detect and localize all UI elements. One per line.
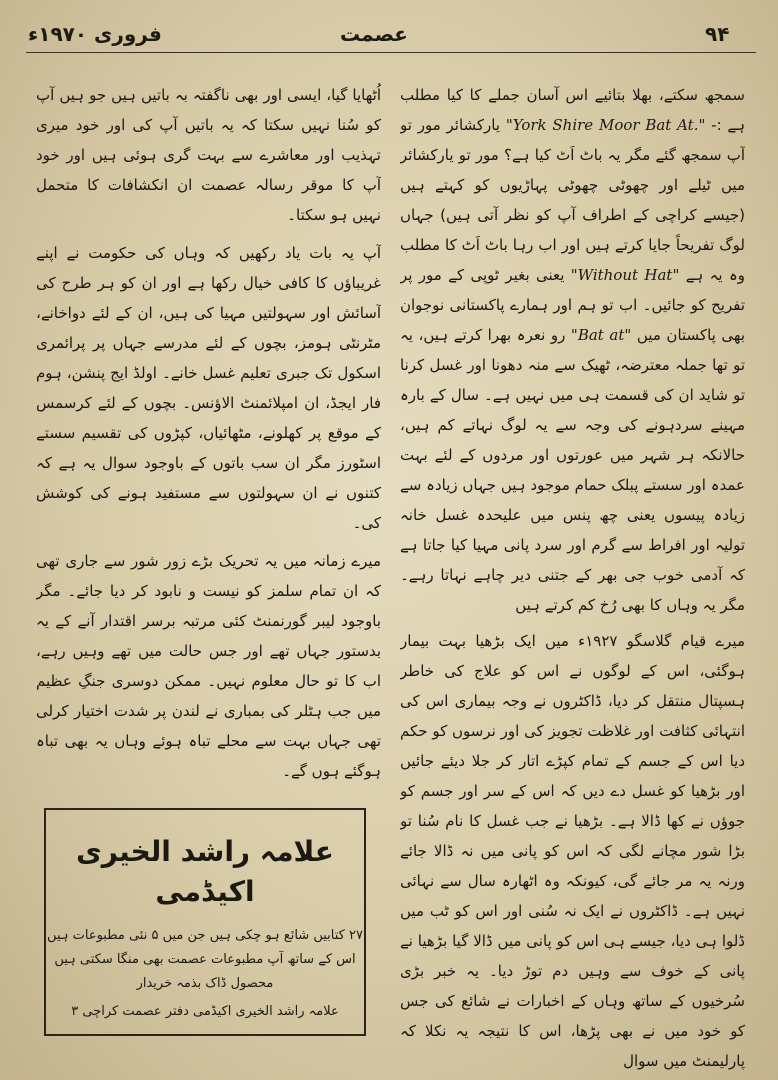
left-paragraph-1: اُٹھایا گیا، ایسی اور بھی ناگفتہ بہ باتیں ہیں جو ہیں آپ کو سُنا نہیں سکتا کہ یہ باتیں آپ کی اور خود میری تہذیب اور معاشرے سے بہت گری ہوئی ہیں اور خود آپ کا موقر رسالہ عصمت ان انکشافات کا متحمل نہیں ہو سکتا۔ xyxy=(36,86,381,224)
header-rule xyxy=(26,52,756,53)
header-magazine-title: عصمت xyxy=(340,22,408,46)
left-column xyxy=(36,80,381,780)
left-paragraph-3: میرے زمانہ میں یہ تحریک بڑے زور شور سے جاری تھی کہ ان تمام سلمز کو نیست و نابود کر دیا جائے۔ مگر باوجود لیبر گورنمنٹ کئی مرتبہ برسر اقتدار آنے کے یہ بدستور جہاں تھے اور جس حالت میں تھے وہیں رہے، اب کا تو حال معلوم نہیں۔ ممکن دوسری جنگِ عظیم میں جب ہٹلر کی بمباری نے لندن پر شدت اختیار کرلی تھی جہاں بہت سے محلے تباہ ہوئے وہاں یہ بھی تباہ ہوگئے ہوں گے۔ xyxy=(36,552,381,780)
left-paragraph-2: آپ یہ بات یاد رکھیں کہ وہاں کی حکومت نے اپنے غریباؤں کا کافی خیال رکھا ہے اور ان کو ہر طرح کی آسائش اور سہولتیں مہیا کی ہیں، ان کے لئے دواخانے، مٹرنٹی ہومز، بچوں کے لئے مدرسے جہاں پر پرائمری اسکول تک جبری تعلیم غسل خانے۔ اولڈ ایج پنشن، ہوم فار ایجڈ، ان امپلائمنٹ الاؤنس۔ بچوں کے لئے کرسمس کے موقع پر کھلونے، مٹھائیاں، کپڑوں کی تقسیم سستے اسٹورز مگر ان سب باتوں کے باوجود سوال یہ ہے کہ کتنوں نے ان سہولتوں سے مستفید ہونے کی کوشش کی۔ xyxy=(36,244,381,532)
right-paragraph-1 xyxy=(400,80,745,620)
ad-line-books: ۲۷ کتابیں شائع ہو چکی ہیں جن میں ۵ نئی مطبوعات ہیں xyxy=(47,928,363,943)
english-quote-bat-at: "Bat at" xyxy=(570,326,632,344)
header-date: فروری ۱۹۷۰ء xyxy=(28,22,162,46)
right-p1-text-b: یارکشائر مور تو آپ سمجھ گئے مگر یہ باٹ اَٹ کیا ہے؟ مور تو یارکشائر میں ٹیلے اور چھوٹی چھوٹی پہاڑیوں کو کہتے ہیں (جیسے کراچی کے اطراف آپ کو نظر آتی ہیں) جہاں لوگ تفریحاً جایا کرتے ہیں اور اب رہا باٹ اَٹ کا مطلب وہ یہ ہے xyxy=(400,116,745,284)
english-quote-without-hat: "Without Hat" xyxy=(570,266,680,284)
right-p1-text-d: رو نعرہ بھرا کرتے ہیں، یہ تو تھا جملہ معترضہ، ٹھیک سے منہ دھونا اور غسل کرنا تو شاید ان کی قسمت ہی میں نہیں ہے۔ سال کے بارہ مہینے سردہونے کی وجہ سے یہ لوگ نہاتے کم ہیں، حالانکہ ہر شہر میں عورتوں اور مردوں کے لئے بہت عمدہ اور سستے پبلک حمام موجود ہیں جہاں زیادہ سے زیادہ پیسوں یعنی چھ پنس میں علیحدہ غسل خانہ تولیہ اور افراط سے گرم اور سرد پانی مہیا کیا جاتا ہے کہ آدمی خوب جی بھر کے جتنی دیر چاہے نہاتا رہے۔ مگر یہ وہاں کا بھی رُخ کم کرتے ہیں xyxy=(400,326,745,614)
right-column xyxy=(400,80,745,1070)
right-p1-text-a: سمجھ سکتے، بھلا بتائیے اس آسان جملے کا کیا مطلب ہے :- xyxy=(400,86,745,134)
right-paragraph-2: میرے قیام گلاسگو ۱۹۲۷ء میں ایک بڑھیا بہت بیمار ہوگئی، اس کے لوگوں نے اس کو علاج کی خاطر ہسپتال منتقل کر دیا، ڈاکٹروں نے وجہ بیماری اس کی انتہائی کثافت اور غلاظت تجویز کی اور نرسوں کو حکم دیا اس کے جسم کے تمام کپڑے اتار کر جلا دیئے جائیں اور بڑھیا کو غسل دے دیں کہ اس کے سر اور جسم کو جوؤں نے کھا ڈالا ہے۔ بڑھیا نے جب غسل کا نام سُنا تو بڑا شور مچانے لگی کہ اس کو پانی میں نہ ڈالا جائے ورنہ یہ مر جائے گی، کیونکہ وہ اٹھارہ سال سے نہائی نہیں ہے۔ ڈاکٹروں نے ایک نہ سُنی اور اس کو ٹب میں ڈلوا ہی دیا، جیسے ہی اس کو پانی میں ڈالا گیا بڑھیا نے پانی کے خوف سے وہیں دم توڑ دیا۔ یہ خبر بڑی سُرخیوں کے ساتھ وہاں کے اخبارات نے شائع کی جس کو خود میں نے بھی پڑھا، اس کا نتیجہ یہ نکلا کہ پارلیمنٹ میں سوال xyxy=(400,632,745,1070)
ad-line-publications: اس کے ساتھ آپ مطبوعات عصمت بھی منگا سکتی ہیں xyxy=(54,952,356,967)
ad-footer-address: علامہ راشد الخیری اکیڈمی دفتر عصمت کراچی ۳ xyxy=(71,1004,339,1019)
academy-advertisement xyxy=(44,808,366,1036)
right-p1-text-c: یعنی بغیر ٹوپی کے مور پر تفریح کو جائیں۔ اب تو ہم اور ہمارے پاکستانی نوجوان بھی پاکستان میں xyxy=(400,266,745,344)
ad-line-postage: محصول ڈاک بذمہ خریدار xyxy=(136,976,274,991)
ad-title: علامہ راشد الخیری اکیڈمی xyxy=(76,835,334,908)
header-page-number: ۹۴ xyxy=(705,22,730,46)
english-quote-yorkshire: "York Shire Moor Bat At." xyxy=(505,116,706,134)
